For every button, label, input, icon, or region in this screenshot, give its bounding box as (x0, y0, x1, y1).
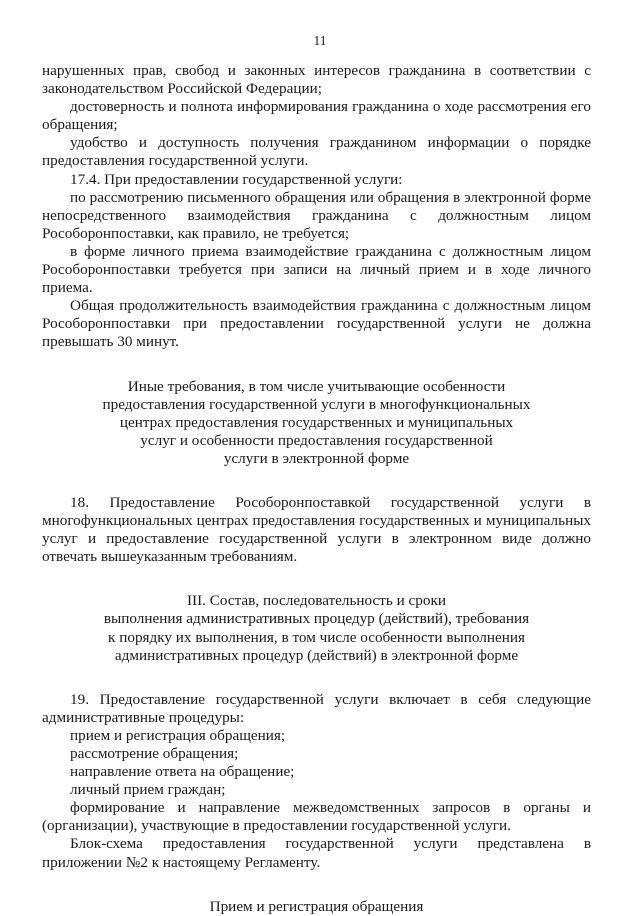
spacer (42, 872, 591, 898)
paragraph-convenience: удобство и доступность получения гражданином информации о порядке предоставления государственной услуги. (42, 134, 591, 170)
document-body (42, 62, 595, 916)
paragraph-personal-reception: в форме личного приема взаимодействие гражданина с должностным лицом Рособоронпоставки требуется при записи на личный прием и в ходе личного приема. (42, 242, 591, 297)
section-heading-other-requirements (42, 378, 591, 468)
procedure-item: рассмотрение обращения; (70, 745, 239, 762)
heading-line: центрах предоставления государственных и муниципальных (119, 413, 514, 431)
heading-line: услуги в электронной форме (223, 449, 410, 467)
heading-line: услуг и особенности предоставления государственной (140, 431, 493, 449)
heading-line: III. Состав, последовательность и сроки (187, 592, 446, 610)
paragraph-reliability: достоверность и полнота информирования гражданина о ходе рассмотрения его обращения; (42, 98, 591, 134)
heading-line: к порядку их выполнения, в том числе особенности выполнения (108, 628, 525, 646)
section-heading-three (42, 592, 591, 664)
spacer (42, 468, 591, 494)
paragraph-written-appeal: по рассмотрению письменного обращения или обращения в электронной форме непосредственного взаимодействия гражданина с должностным лицом Рособоронпоставки, как правило, не требуется; (42, 188, 591, 242)
spacer (42, 665, 591, 691)
heading-line: административных процедур (действий) в электронной форме (114, 646, 519, 664)
paragraph-clause-18: 18. Предоставление Рособоронпоставкой государственной услуги в многофункциональных центрах предоставления государственных и муниципальных услуг и предоставление государственной услуги в электронном виде должно отвечать вышеуказанным требованиям. (42, 493, 595, 566)
procedure-item: личный прием граждан; (70, 781, 226, 799)
procedure-item: прием и регистрация обращения; (70, 726, 286, 744)
procedure-item: направление ответа на обращение; (70, 763, 295, 781)
spacer (42, 352, 591, 378)
spacer (42, 566, 591, 592)
heading-line: выполнения административных процедур (действий), требования (103, 610, 530, 628)
paragraph-clause-19: 19. Предоставление государственной услуги включает в себя следующие административные процедуры: (42, 690, 591, 726)
paragraph-block-diagram: Блок-схема предоставления государственной услуги представлена в приложении №2 к настоящему Регламенту. (42, 835, 595, 871)
section-heading-reception: Прием и регистрация обращения (209, 897, 424, 915)
paragraph-violated-rights: нарушенных прав, свобод и законных интересов гражданина в соответствии с законодательством Российской Федерации; (42, 62, 591, 98)
paragraph-interagency-requests: формирование и направление межведомственных запросов в органы и (организации), участвующие в предоставлении государственной услуги. (42, 799, 591, 835)
paragraph-clause-17-4: 17.4. При предоставлении государственной услуги: (70, 170, 403, 188)
page-number: 11 (313, 33, 327, 48)
paragraph-duration: Общая продолжительность взаимодействия гражданина с должностным лицом Рособоронпоставки при предоставлении государственной услуги не должна превышать 30 минут. (42, 297, 591, 351)
heading-line: Иные требования, в том числе учитывающие особенности (127, 377, 506, 395)
heading-line: предоставления государственной услуги в многофункциональных (102, 395, 531, 413)
